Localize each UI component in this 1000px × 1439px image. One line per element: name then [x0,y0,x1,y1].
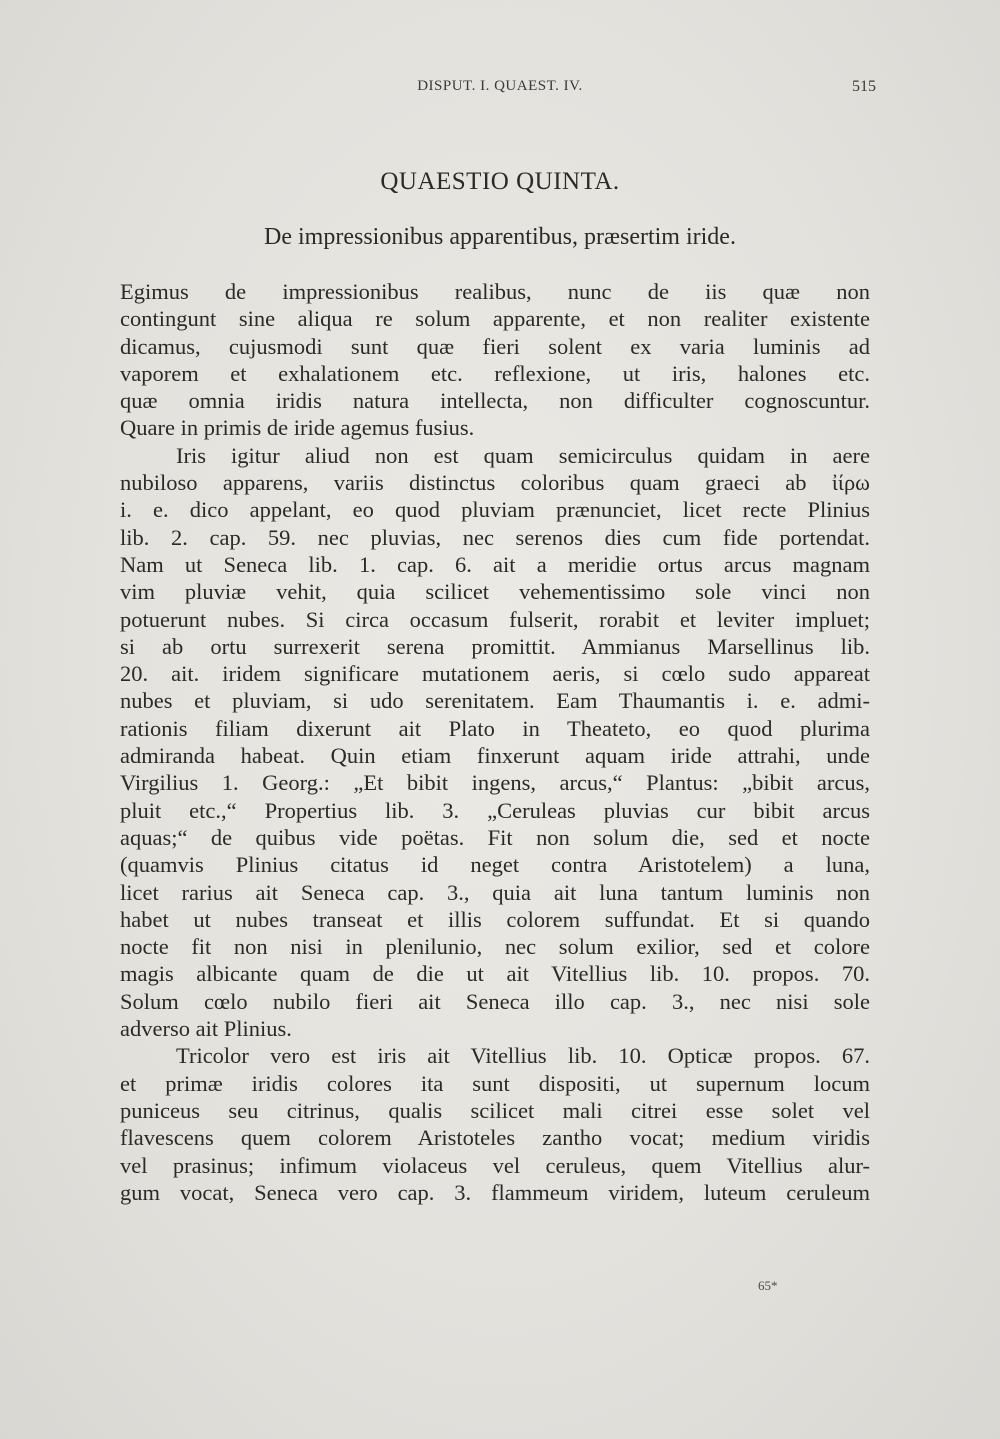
printer-signature: 65* [758,1278,778,1293]
running-head [120,78,880,102]
running-title: DISPUT. I. QUAEST. IV. [417,78,583,94]
text-line: Nam ut Seneca lib. 1. cap. 6. ait a meridie ortus arcus magnam [120,551,870,577]
text-line: gum vocat, Seneca vero cap. 3. flammeum viridem, luteum ceruleum [120,1179,870,1205]
text-line: et primæ iridis colores ita sunt dispositi, ut supernum locum [120,1070,870,1096]
text-line: Solum cœlo nubilo fieri ait Seneca illo cap. 3., nec nisi sole [120,988,870,1014]
text-line: flavescens quem colorem Aristoteles zantho vocat; medium viridis [120,1125,870,1151]
text-line: dicamus, cujusmodi sunt quæ fieri solent ex varia luminis ad [120,333,870,359]
text-line: nubiloso apparens, variis distinctus coloribus quam graeci ab ἰίρω [120,470,870,496]
text-line: adverso ait Plinius. [120,1016,292,1042]
text-line: potuerunt nubes. Si circa occasum fulserit, rorabit et leviter impluet; [120,606,870,632]
section-title: QUAESTIO QUINTA. [380,168,620,195]
text-line: vim pluviæ vehit, quia scilicet vehementissimo sole vinci non [120,579,870,605]
text-line: 20. ait. iridem significare mutationem aeris, si cœlo sudo appareat [120,661,870,687]
text-line: contingunt sine aliqua re solum apparente, et non realiter existente [120,306,870,332]
text-line: habet ut nubes transeat et illis colorem suffundat. Et si quando [120,906,870,932]
body-text [120,278,870,1206]
text-line: Quare in primis de iride agemus fusius. [120,415,475,441]
text-line: aquas;“ de quibus vide poëtas. Fit non solum die, sed et nocte [120,824,870,850]
text-line: (quamvis Plinius citatus id neget contra Aristotelem) a luna, [120,852,870,878]
text-line: quæ omnia iridis natura intellecta, non difficulter cognoscuntur. [120,388,870,414]
text-line: licet rarius ait Seneca cap. 3., quia ait luna tantum luminis non [120,879,870,905]
text-line: vaporem et exhalationem etc. reflexione, ut iris, halones etc. [120,360,870,386]
section-subtitle: De impressionibus apparentibus, præsertim iride. [264,224,736,250]
text-line: i. e. dico appelant, eo quod pluviam prænunciet, licet recte Plinius [120,497,870,523]
text-line: nubes et pluviam, si udo serenitatem. Eam Thaumantis i. e. admi- [120,688,870,714]
text-line: magis albicante quam de die ut ait Vitellius lib. 10. propos. 70. [120,961,870,987]
text-line: admiranda habeat. Quin etiam finxerunt aquam iride attrahi, unde [120,743,870,769]
text-line: nocte fit non nisi in plenilunio, nec solum exilior, sed et colore [120,934,870,960]
text-line: Egimus de impressionibus realibus, nunc de iis quæ non [120,279,870,304]
text-line: lib. 2. cap. 59. nec pluvias, nec serenos dies cum fide portendat. [120,524,870,550]
text-line: si ab ortu surrexerit serena promittit. Ammianus Marsellinus lib. [120,633,870,659]
page-number: 515 [852,78,876,95]
text-line: puniceus seu citrinus, qualis scilicet mali citrei esse solet vel [120,1097,870,1123]
text-line: rationis filiam dixerunt ait Plato in Theateto, eo quod plurima [120,715,870,741]
text-line: Iris igitur aliud non est quam semicirculus quidam in aere [176,442,870,468]
text-line: vel prasinus; infimum violaceus vel ceruleus, quem Vitellius alur- [120,1152,870,1178]
text-line: Virgilius 1. Georg.: „Et bibit ingens, arcus,“ Plantus: „bibit arcus, [120,770,870,796]
text-line: pluit etc.,“ Propertius lib. 3. „Ceruleas pluvias cur bibit arcus [120,797,870,823]
text-line: Tricolor vero est iris ait Vitellius lib. 10. Opticæ propos. 67. [176,1043,870,1069]
